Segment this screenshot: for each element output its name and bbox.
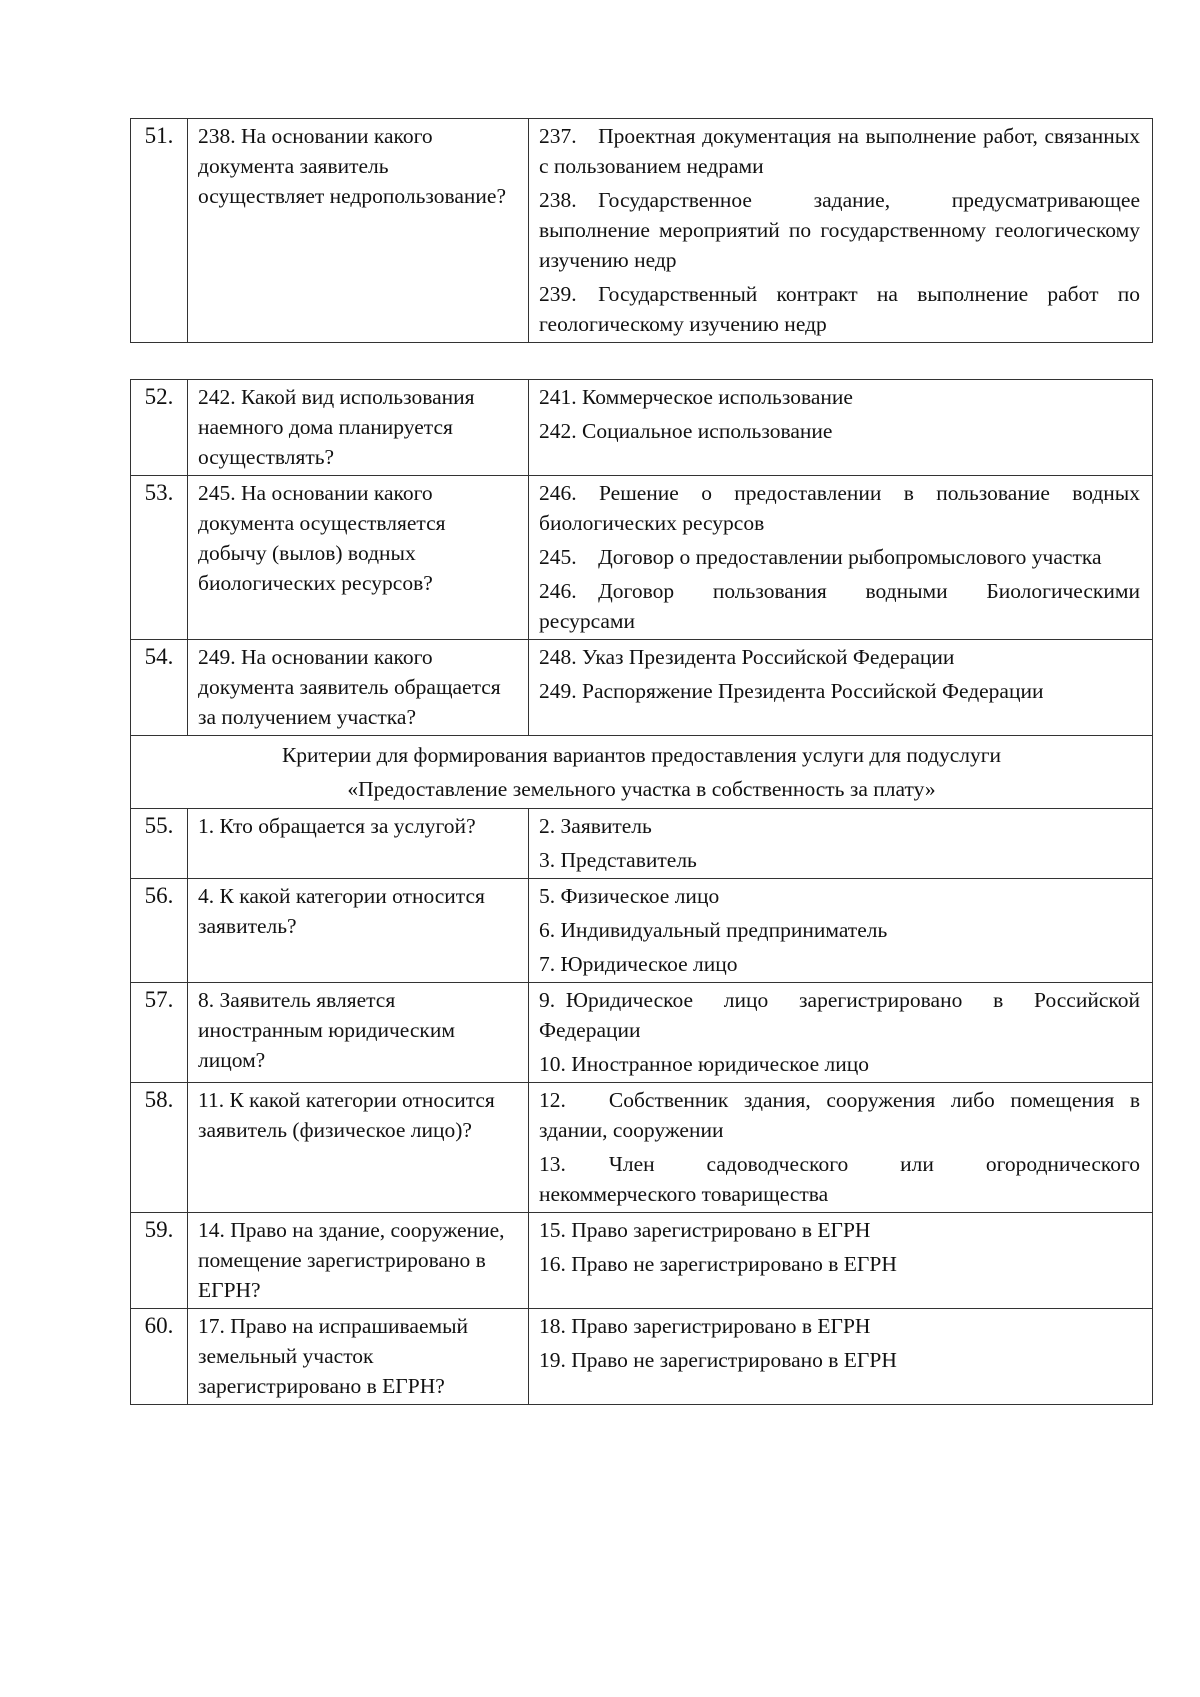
option-item: 6. Индивидуальный предприниматель (539, 918, 888, 942)
question-cell: 238. На основании какого документа заявитель осуществляет недропользование? (188, 119, 529, 343)
table-row (131, 983, 1153, 1083)
options-cell (529, 1213, 1153, 1309)
question-cell: 245. На основании какого документа осуществляется добычу (вылов) водных биологических ресурсов? (188, 476, 529, 640)
options-cell (529, 983, 1153, 1083)
option-item: 5. Физическое лицо (539, 884, 720, 908)
section-header-line: Критерии для формирования вариантов предоставления услуги для подуслуги (281, 743, 1002, 767)
option-item: 13. Член садоводческого или огороднического некоммерческого товарищества (539, 1152, 1140, 1206)
table-row (131, 380, 1153, 476)
row-number: 57. (131, 983, 188, 1083)
option-item: 242. Социальное использование (539, 419, 833, 443)
row-number: 58. (131, 1083, 188, 1213)
options-cell (529, 380, 1153, 476)
option-item: 9. Юридическое лицо зарегистрировано в Российской Федерации (539, 988, 1140, 1042)
question-cell: 14. Право на здание, сооружение, помещение зарегистрировано в ЕГРН? (188, 1213, 529, 1309)
row-number: 59. (131, 1213, 188, 1309)
table-row (131, 119, 1153, 343)
question-cell: 242. Какой вид использования наемного дома планируется осуществлять? (188, 380, 529, 476)
table-row (131, 1213, 1153, 1309)
option-item: 3. Представитель (539, 848, 697, 872)
options-cell (529, 879, 1153, 983)
option-item: 19. Право не зарегистрировано в ЕГРН (539, 1348, 897, 1372)
question-cell: 4. К какой категории относится заявитель? (188, 879, 529, 983)
option-item: 238. Государственное задание, предусматривающее выполнение мероприятий по государственному геологическому изучению недр (539, 188, 1140, 272)
options-cell (529, 809, 1153, 879)
option-item: 18. Право зарегистрировано в ЕГРН (539, 1314, 871, 1338)
question-cell: 17. Право на испрашиваемый земельный участок зарегистрировано в ЕГРН? (188, 1309, 529, 1405)
option-item: 10. Иностранное юридическое лицо (539, 1052, 869, 1076)
row-number: 54. (131, 640, 188, 736)
option-item: 241. Коммерческое использование (539, 385, 853, 409)
section-header-line: «Предоставление земельного участка в собственность за плату» (347, 777, 936, 801)
options-cell (529, 476, 1153, 640)
options-cell (529, 1083, 1153, 1213)
option-item: 2. Заявитель (539, 814, 652, 838)
option-item: 248. Указ Президента Российской Федерации (539, 645, 955, 669)
question-cell: 11. К какой категории относится заявитель (физическое лицо)? (188, 1083, 529, 1213)
table-row (131, 1309, 1153, 1405)
table-row (131, 809, 1153, 879)
row-number: 53. (131, 476, 188, 640)
options-cell (529, 119, 1153, 343)
question-cell: 1. Кто обращается за услугой? (188, 809, 529, 879)
row-number: 56. (131, 879, 188, 983)
option-item: 239. Государственный контракт на выполнение работ по геологическому изучению недр (539, 282, 1140, 336)
criteria-table-main (130, 379, 1153, 1405)
option-item: 246. Решение о предоставлении в пользование водных биологических ресурсов (539, 481, 1140, 535)
option-item: 237. Проектная документация на выполнение работ, связанных с пользованием недрами (539, 124, 1140, 178)
options-cell (529, 640, 1153, 736)
section-header (131, 736, 1153, 809)
question-cell: 249. На основании какого документа заявитель обращается за получением участка? (188, 640, 529, 736)
option-item: 12. Собственник здания, сооружения либо помещения в здании, сооружении (539, 1088, 1140, 1142)
option-item: 246. Договор пользования водными Биологическими ресурсами (539, 579, 1140, 633)
row-number: 60. (131, 1309, 188, 1405)
row-number: 51. (131, 119, 188, 343)
option-item: 15. Право зарегистрировано в ЕГРН (539, 1218, 871, 1242)
criteria-table-top (130, 118, 1153, 343)
option-item: 16. Право не зарегистрировано в ЕГРН (539, 1252, 897, 1276)
table-row (131, 1083, 1153, 1213)
table-row (131, 640, 1153, 736)
options-cell (529, 1309, 1153, 1405)
option-item: 245. Договор о предоставлении рыбопромыслового участка (539, 545, 1102, 569)
section-header-row (131, 736, 1153, 809)
question-cell: 8. Заявитель является иностранным юридическим лицом? (188, 983, 529, 1083)
row-number: 52. (131, 380, 188, 476)
table-row (131, 476, 1153, 640)
option-item: 7. Юридическое лицо (539, 952, 738, 976)
table-row (131, 879, 1153, 983)
document-page (130, 118, 1152, 1405)
option-item: 249. Распоряжение Президента Российской Федерации (539, 679, 1044, 703)
row-number: 55. (131, 809, 188, 879)
